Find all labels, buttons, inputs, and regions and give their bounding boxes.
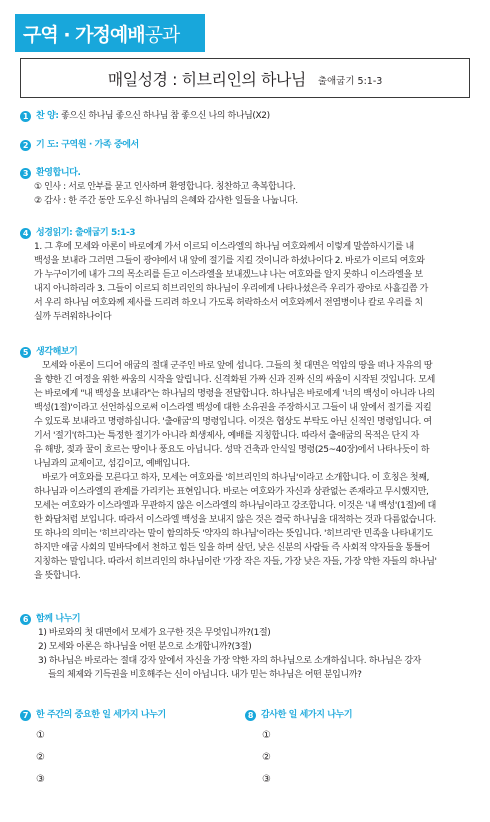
section-scripture — [20, 226, 475, 324]
section-label: 한 주간의 중요한 일 세가지 나누기 — [36, 710, 166, 720]
section-number: 5 — [20, 347, 31, 358]
list-item: ② 감사 : 한 주간 동안 도우신 하나님의 은혜와 감사한 일들을 나눕니다. — [34, 196, 298, 206]
page-title: 매일성경 : 히브리인의 하나님 — [107, 69, 306, 89]
section-label: 함께 나누기 — [36, 614, 81, 624]
question-item: 3) 하나님은 바로라는 절대 강자 앞에서 자신을 가장 약한 자의 하나님으로 소개하십니다. 하나님은 강자 — [38, 656, 421, 666]
section-number: 1 — [20, 111, 31, 122]
section-prayer — [20, 138, 475, 152]
text-line: 모세는 여호와가 이스라엘과 무관하지 않은 이스라엘의 하나님이라고 강조합니다. 이것은 '내 백성'(1절)에 대 — [34, 501, 436, 511]
list-item: ① 인사 : 서로 안부를 묻고 인사하며 환영합니다. 칭찬하고 축복합니다. — [34, 182, 296, 192]
blank-marker: ② — [262, 752, 271, 763]
section-sharing — [20, 612, 475, 682]
text-line: 을 향한 긴 여정을 위한 싸움의 시작을 알립니다. 신격화된 가짜 신과 진짜 신의 싸움이 시작된 것입니다. 모세 — [34, 375, 435, 385]
text-line: 모세와 아론이 드디어 애굽의 절대 군주인 바로 앞에 섭니다. 그들의 첫 대면은 억압의 땅을 떠나 자유의 땅 — [42, 361, 433, 371]
text-line: 한 화답처럼 보입니다. 따라서 이스라엘 백성을 보내지 않은 것은 결국 하나님을 대적하는 것과 다름없습니다. — [34, 515, 436, 525]
blank-marker: ③ — [36, 774, 45, 785]
section-thanks — [245, 708, 465, 722]
text-line: 서 우리 하나님 여호와께 제사를 드리려 하오니 가도록 허락하소서 여호와께서 전염병이나 칼로 우리를 치 — [34, 298, 423, 308]
text-line: 기서 '절기'(하그)는 특정한 절기가 아니라 희생제사, 예배를 지칭합니다. 따라서 출애굽의 목적은 단지 자 — [34, 431, 419, 441]
text-line: 내지 아니하리라 3. 그들이 이르되 히브리인의 하나님이 우리에게 나타나셨은즉 우리가 광야로 사흘길쯤 가 — [34, 284, 428, 294]
praise-text: 좋으신 하나님 좋으신 하나님 참 좋으신 나의 하나님(X2) — [61, 111, 270, 121]
header-sub: 공과 — [144, 23, 180, 46]
text-line: 가 누구이기에 내가 그의 목소리를 듣고 이스라엘을 보내겠느냐 나는 여호와를 알지 못하니 이스라엘을 보 — [34, 270, 423, 280]
section-label: 성경읽기: 출애굽기 5:1-3 — [36, 228, 136, 238]
section-header — [15, 14, 205, 52]
text-line: 하지만 애굽 사회의 밑바닥에서 천하고 힘든 일을 하며 살던, 낮은 신분의 사람들 즉 사회적 약자들을 통틀어 — [34, 543, 431, 553]
section-label: 찬 양: — [36, 111, 59, 121]
section-number: 3 — [20, 168, 31, 179]
question-item: 들의 체제와 기득권을 비호해주는 신이 아닙니다. 내가 믿는 하나님은 어떤 분입니까? — [48, 670, 362, 680]
text-line: 바로가 여호와를 모른다고 하자, 모세는 여호와를 '히브리인의 하나님'이라고 소개합니다. 이 호칭은 첫째, — [42, 473, 429, 483]
question-item: 1) 바로와의 첫 대면에서 모세가 요구한 것은 무엇입니까?(1절) — [38, 628, 271, 638]
section-number: 8 — [245, 710, 256, 721]
text-line: 유 해방, 젖과 꿀이 흐르는 땅이나 풍요도 아닙니다. 성막 건축과 안식일 명령(25~40장)에서 나타나듯이 하 — [34, 445, 430, 455]
scripture-text — [20, 240, 475, 324]
text-line: 수 있도록 보내라고 명령하십니다. '출애굽'의 명령입니다. 이것은 협상도 부탁도 아닌 신적인 명령입니다. 여 — [34, 417, 432, 427]
section-number: 7 — [20, 710, 31, 721]
text-line: 지칭하는 말입니다. 따라서 히브리인의 하나님이란 '가장 작은 자들, 가장 낮은 자들, 가장 약한 자들의 하나님' — [34, 557, 437, 567]
section-welcome — [20, 166, 475, 208]
section-label: 환영합니다. — [36, 168, 81, 178]
section-praise — [20, 109, 475, 123]
blank-marker: ① — [36, 730, 45, 741]
scripture-reference: 출애굽기 5:1-3 — [317, 75, 383, 87]
section-reflection — [20, 345, 475, 583]
section-number: 4 — [20, 228, 31, 239]
text-line: 하나님과 이스라엘의 관계를 가리키는 표현입니다. 바로는 여호와가 자신과 상관없는 존재라고 무시했지만, — [34, 487, 429, 497]
section-weekly-events — [20, 708, 240, 722]
section-label: 생각해보기 — [36, 347, 78, 357]
blank-marker: ① — [262, 730, 271, 741]
section-label: 기 도: 구역원 · 가족 중에서 — [36, 140, 139, 150]
text-line: 1. 그 후에 모세와 아론이 바로에게 가서 이르되 이스라엘의 하나님 여호와께서 이렇게 말씀하시기를 내 — [34, 242, 414, 252]
question-list — [20, 626, 475, 682]
blank-marker: ② — [36, 752, 45, 763]
title-box — [20, 58, 470, 98]
text-line: 실까 두려워하나이다 — [34, 312, 112, 322]
header-main: 구역 · 가정예배 — [23, 23, 145, 46]
text-line: 을 뜻합니다. — [34, 571, 81, 581]
reflection-text — [20, 359, 475, 583]
text-line: 백성(1절)'이라고 선언하심으로써 이스라엘 백성에 대한 소유권을 주장하시고 그들이 내 앞에서 절기를 지킬 — [34, 403, 432, 413]
question-item: 2) 모세와 아론은 하나님을 어떤 분으로 소개합니까?(3절) — [38, 642, 252, 652]
text-line: 또 하나의 의미는 '히브리'라는 말이 함의하듯 '약자의 하나님'이라는 뜻입니다. '히브리'란 민족을 나타내기도 — [34, 529, 433, 539]
text-line: 는 바로에게 "내 백성을 보내라"는 하나님의 명령을 전달합니다. 하나님은 바로에게 '너의 백성이 아니라 나의 — [34, 389, 435, 399]
section-number: 2 — [20, 140, 31, 151]
text-line: 나님과의 교제이고, 섬김이고, 예배입니다. — [34, 459, 190, 469]
section-number: 6 — [20, 614, 31, 625]
section-label: 감사한 일 세가지 나누기 — [261, 710, 353, 720]
blank-marker: ③ — [262, 774, 271, 785]
text-line: 백성을 보내라 그러면 그들이 광야에서 내 앞에 절기를 지킬 것이니라 하셨나이다 2. 바로가 이르되 여호와 — [34, 256, 425, 266]
